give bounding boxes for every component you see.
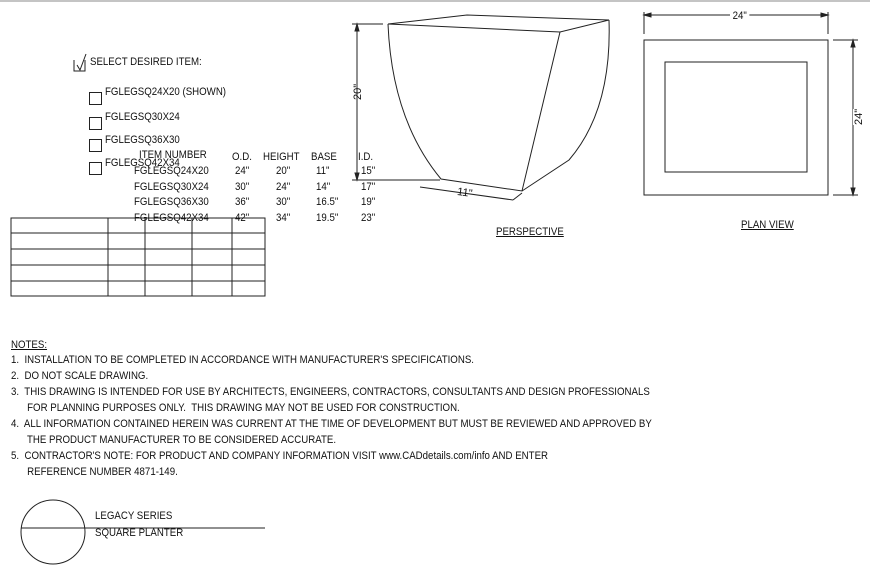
notes-title: NOTES: xyxy=(11,339,48,351)
spec-cell: 36" xyxy=(235,196,250,208)
spec-cell: 11" xyxy=(316,165,330,177)
note-line: REFERENCE NUMBER 4871-149. xyxy=(11,466,178,478)
note-line: 1. INSTALLATION TO BE COMPLETED IN ACCORDANCE WITH MANUFACTURER'S SPECIFICATIONS. xyxy=(11,354,474,366)
spec-cell: FGLEGSQ24X20 xyxy=(134,165,209,177)
plan-depth-dimension: 24" xyxy=(853,108,865,125)
blank-table xyxy=(11,218,265,296)
header-base: BASE xyxy=(311,151,337,163)
option-label: FGLEGSQ36X30 xyxy=(105,134,180,146)
checkbox-option-2[interactable] xyxy=(89,117,102,130)
header-item-number: ITEM NUMBER xyxy=(139,149,207,161)
spec-cell: 24" xyxy=(276,180,291,193)
perspective-planter xyxy=(388,15,609,191)
spec-cell: 24" xyxy=(235,165,250,177)
note-line: 2. DO NOT SCALE DRAWING. xyxy=(11,370,149,382)
spec-cell: 19.5" xyxy=(316,211,339,224)
note-line: FOR PLANNING PURPOSES ONLY. THIS DRAWING MAY NOT BE USED FOR CONSTRUCTION. xyxy=(11,402,460,414)
checkbox-option-1[interactable] xyxy=(89,92,102,105)
spec-cell: FGLEGSQ42X34 xyxy=(134,211,209,224)
note-line: 4. ALL INFORMATION CONTAINED HEREIN WAS CURRENT AT THE TIME OF DEVELOPMENT BUT MUST BE REVIEWED AND APPROVED BY xyxy=(11,418,652,430)
spec-cell: 17" xyxy=(361,180,376,193)
spec-cell: 30" xyxy=(235,180,250,193)
perspective-label: PERSPECTIVE xyxy=(496,226,564,238)
option-label: FGLEGSQ42X34 xyxy=(105,157,180,169)
header-height: HEIGHT xyxy=(263,151,300,163)
note-line: 3. THIS DRAWING IS INTENDED FOR USE BY ARCHITECTS, ENGINEERS, CONTRACTORS, CONSULTANTS AND DESIGN PROFESSIONALS xyxy=(11,386,650,398)
checkbox-option-3[interactable] xyxy=(89,139,102,152)
note-line: THE PRODUCT MANUFACTURER TO BE CONSIDERED ACCURATE. xyxy=(11,434,337,446)
checked-checkbox-icon xyxy=(74,54,86,71)
header-id: I.D. xyxy=(358,151,374,163)
spec-cell: 19" xyxy=(361,196,376,208)
spec-cell: 14" xyxy=(316,180,331,193)
checkbox-option-4[interactable] xyxy=(89,162,102,175)
plan-view-label: PLAN VIEW xyxy=(741,219,794,231)
spec-cell: FGLEGSQ36X30 xyxy=(134,196,209,208)
header-od: O.D. xyxy=(232,151,252,163)
spec-cell: 20" xyxy=(276,165,291,177)
select-title: SELECT DESIRED ITEM: xyxy=(90,56,202,68)
product-name: SQUARE PLANTER xyxy=(95,527,184,539)
height-dimension: 20" xyxy=(352,83,364,100)
plan-width-dimension: 24" xyxy=(730,10,749,22)
series-name: LEGACY SERIES xyxy=(95,510,173,522)
note-line: 5. CONTRACTOR'S NOTE: FOR PRODUCT AND COMPANY INFORMATION VISIT www.CADdetails.com/info AND ENTER xyxy=(11,450,549,462)
base-dimension: 11" xyxy=(456,186,474,201)
spec-cell: 16.5" xyxy=(316,196,339,208)
spec-cell: 34" xyxy=(276,211,291,224)
spec-cell: 23" xyxy=(361,211,376,224)
spec-cell: 15" xyxy=(361,165,376,177)
option-label: FGLEGSQ24X20 (SHOWN) xyxy=(105,86,227,98)
spec-cell: 42" xyxy=(235,211,250,224)
spec-cell: FGLEGSQ30X24 xyxy=(134,180,209,193)
spec-cell: 30" xyxy=(276,196,291,208)
plan-view xyxy=(644,12,858,195)
option-label: FGLEGSQ30X24 xyxy=(105,111,180,123)
